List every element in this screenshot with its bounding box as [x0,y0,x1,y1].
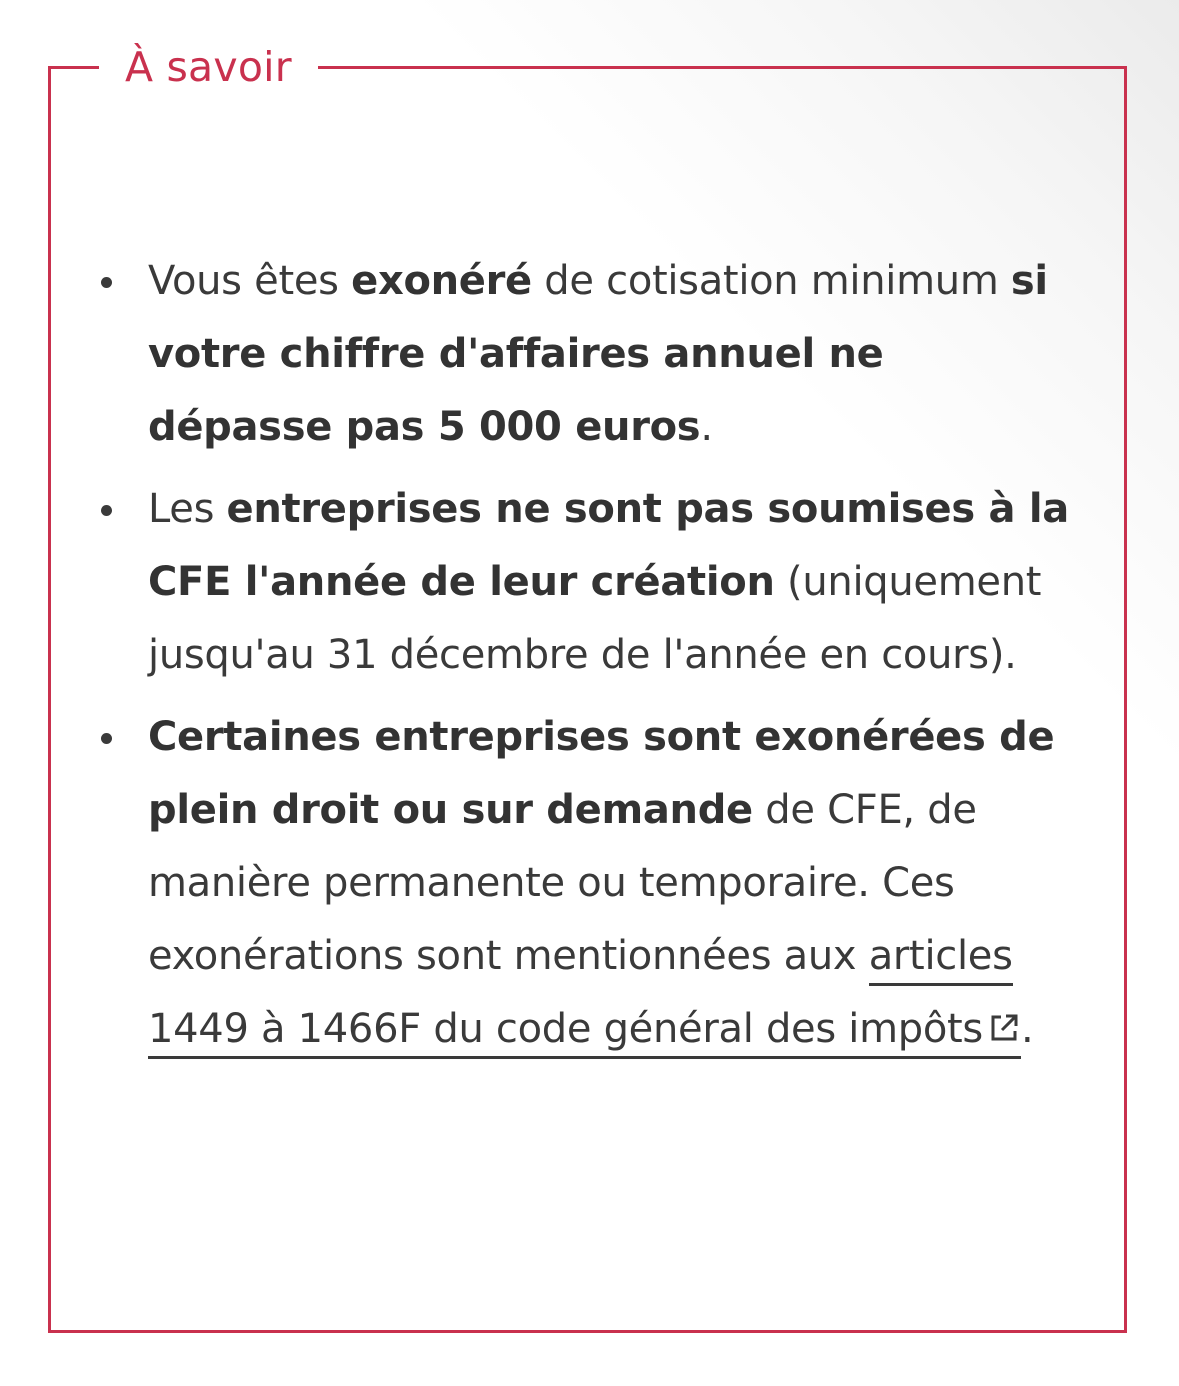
item-text: de CFE, de manière permanente ou temporaire. Ces exonérations sont mentionnées aux [148,787,977,979]
item-text-bold: entreprises ne sont pas soumises à la CFE l'année de leur création [148,486,1069,605]
item-text-bold: si votre chiffre d'affaires annuel ne dépasse pas 5 000 euros [148,258,1048,450]
item-text: Les [148,486,227,532]
link-label: articles 1449 à 1466F du code général des impôts [148,933,1013,1052]
item-text-bold: Certaines entreprises sont exonérées de plein droit ou sur demande [148,714,1055,833]
item-text-bold: exonéré [351,258,532,304]
item-text: Vous êtes [148,258,352,304]
info-callout [48,43,1127,1333]
item-text: de cotisation minimum [531,258,1011,304]
item-text: . [700,404,713,450]
list-item [148,701,1081,1066]
list-item [148,473,1081,692]
item-text: (uniquement jusqu'au 31 décembre de l'année en cours). [148,559,1042,678]
callout-list [51,245,1081,1075]
callout-title: À savoir [99,27,318,107]
item-text: . [1020,1006,1034,1052]
list-item [148,245,1081,464]
external-link-icon [987,996,1021,1030]
